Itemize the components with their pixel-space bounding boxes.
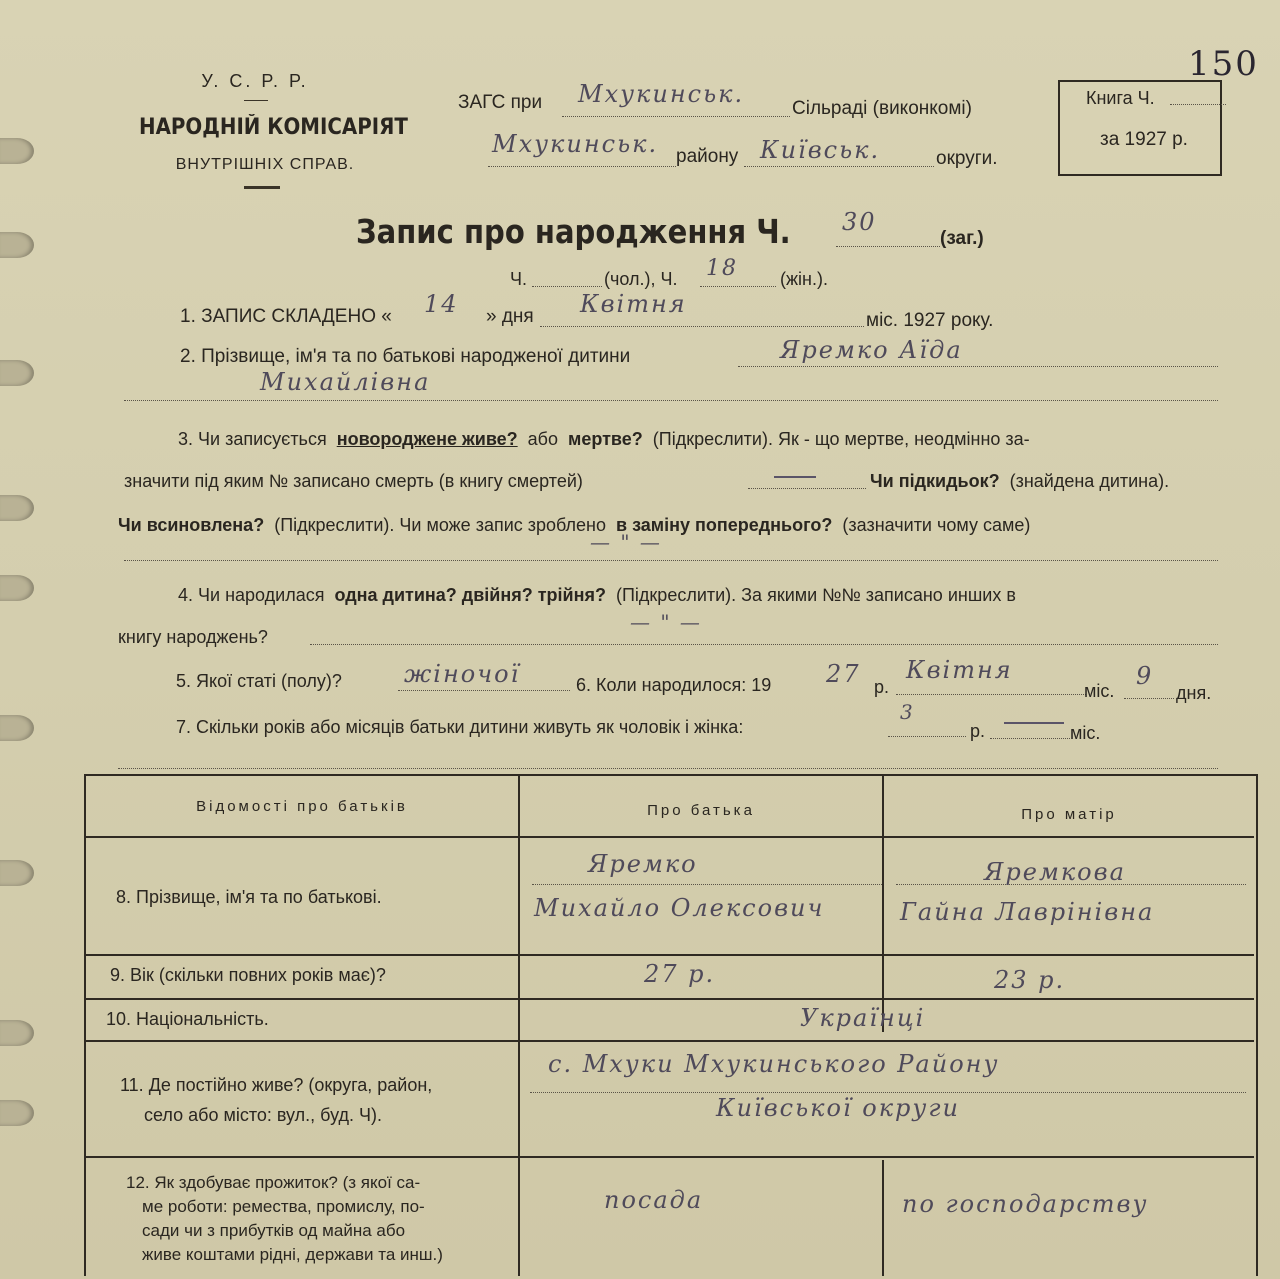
- item6-mis: міс.: [1084, 681, 1115, 701]
- item3-handwritten: — " —: [590, 530, 662, 554]
- fill-line: [1124, 698, 1174, 699]
- female-count-value: 18: [706, 256, 738, 281]
- residence-value-line1: с. Мхуки Мхукинського Району: [548, 1050, 1000, 1078]
- row12-label-line2: ме роботи: ремества, промислу, по-: [142, 1197, 425, 1216]
- binder-hole: [0, 138, 34, 164]
- child-patronymic-value: Михайлівна: [260, 368, 431, 396]
- father-name-value: Михайло Олексович: [534, 894, 825, 922]
- fill-line: [700, 286, 776, 287]
- binder-hole: [0, 575, 34, 601]
- fill-line: [540, 326, 864, 327]
- item3-line2b: [870, 470, 1169, 492]
- fill-line: [530, 1092, 1246, 1093]
- table-divider: [882, 1160, 884, 1276]
- residence-value-line2: Київської округи: [716, 1094, 960, 1122]
- item6-r: р.: [874, 677, 890, 697]
- text-bold: в заміну попереднього?: [616, 515, 833, 535]
- fill-line: [1170, 104, 1226, 105]
- table-divider: [86, 954, 1254, 956]
- table-divider: [518, 776, 520, 1276]
- record-number-value: 30: [842, 208, 877, 236]
- birth-day-value: 9: [1136, 662, 1154, 690]
- mother-age-value: 23 р.: [994, 966, 1066, 994]
- mother-name-value: Гайна Лаврінівна: [900, 898, 1155, 926]
- binder-hole: [0, 360, 34, 386]
- table-divider: [86, 1156, 1254, 1158]
- zags-prefix: ЗАГС при: [458, 92, 543, 113]
- fill-line: [836, 246, 940, 247]
- birth-year-value: 27: [826, 660, 861, 688]
- father-occupation-value: посада: [604, 1186, 704, 1214]
- selradi-label: Сільраді (виконкомі): [792, 98, 972, 119]
- item4-handwritten: — " —: [630, 610, 702, 634]
- table-divider: [86, 836, 1254, 838]
- mother-occupation-value: по господарству: [902, 1190, 1149, 1218]
- row12-label-line3: сади чи з прибутків од майна або: [142, 1221, 406, 1240]
- book-year: за 1927 р.: [1100, 129, 1188, 150]
- okruha-value: Київськ.: [760, 136, 881, 164]
- item3-line1: [178, 428, 1030, 450]
- text-bold: мертве?: [568, 429, 643, 449]
- text: або: [527, 429, 559, 449]
- row11-label-line2: село або місто: вул., буд. Ч).: [144, 1105, 382, 1125]
- okruha-label: округи.: [936, 148, 998, 169]
- item1-prefix: 1. ЗАПИС СКЛАДЕНО «: [180, 306, 392, 327]
- handwritten-dash: [774, 476, 816, 478]
- text-bold: одна дитина? двійня? трійня?: [334, 585, 606, 605]
- commissariat-label: НАРОДНІЙ КОМІСАРІЯТ: [139, 115, 408, 140]
- table-divider: [86, 998, 1254, 1000]
- fill-line: [488, 166, 676, 167]
- table-header-father: Про батька: [647, 802, 755, 819]
- item7-mis: міс.: [1070, 723, 1101, 743]
- binder-hole: [0, 495, 34, 521]
- raion-value: Мхукинськ.: [492, 130, 659, 158]
- item7-r: р.: [970, 721, 986, 741]
- text: 3. Чи записується: [178, 429, 327, 449]
- male-count-prefix: Ч.: [510, 269, 527, 289]
- row12-label-line4: живе коштами рідні, держави та инш.): [142, 1245, 443, 1264]
- birth-month-value: Квітня: [906, 656, 1013, 684]
- marriage-years-value: 3: [900, 700, 915, 724]
- fill-line: [532, 286, 602, 287]
- fill-line: [738, 366, 1218, 367]
- record-day-value: 14: [424, 290, 459, 318]
- divider: [244, 100, 268, 101]
- row12-label-line1: 12. Як здобуває прожиток? (з якої са-: [126, 1173, 421, 1192]
- row11-label-line1: 11. Де постійно живе? (округа, район,: [120, 1075, 433, 1095]
- fill-line: [310, 644, 1218, 645]
- text: значити під яким № записано смерть (в книгу смертей): [124, 471, 583, 491]
- text: (Підкреслити). Як - що мертве, неодмінно за-: [652, 429, 1030, 449]
- zhin-label: (жін.).: [780, 269, 828, 289]
- fill-line: [896, 694, 1086, 695]
- row9-label: 9. Вік (скільки повних років має)?: [110, 965, 386, 985]
- fill-line: [562, 116, 790, 117]
- female-count-label: (чол.), Ч.: [604, 269, 678, 289]
- item7-label: 7. Скільки років або місяців батьки дитини живуть як чоловік і жінка:: [176, 717, 744, 737]
- text: (Підкреслити). Чи може запис зроблено: [274, 515, 606, 535]
- fill-line: [748, 488, 866, 489]
- item4-line1: [178, 584, 1016, 606]
- fill-line: [124, 560, 1218, 561]
- table-header-mother: Про матір: [1021, 806, 1117, 823]
- zags-value: Мхукинськ.: [578, 80, 745, 108]
- republic-label: У. С. Р. Р.: [201, 71, 309, 91]
- item6-dnia: дня.: [1176, 683, 1212, 703]
- table-divider: [86, 1040, 1254, 1042]
- nationality-value: Українці: [800, 1004, 926, 1032]
- text-bold: новороджене живе?: [336, 429, 518, 449]
- binder-hole: [0, 232, 34, 258]
- row8-label: 8. Прізвище, ім'я та по батькові.: [116, 887, 382, 907]
- child-sex-value: жіночої: [404, 660, 521, 688]
- text-bold: Чи підкидьок?: [870, 471, 1000, 491]
- binder-hole: [0, 715, 34, 741]
- record-month-value: Квітня: [580, 290, 687, 318]
- binder-hole: [0, 1100, 34, 1126]
- binder-hole: [0, 1020, 34, 1046]
- binder-hole: [0, 860, 34, 886]
- fill-line: [532, 884, 882, 885]
- item3-line3: [118, 514, 1030, 536]
- divider: [244, 186, 280, 189]
- handwritten-dash: [1004, 722, 1064, 724]
- text: (Підкреслити). За якими №№ записано инших в: [616, 585, 1016, 605]
- text: (зазначити чому саме): [842, 515, 1031, 535]
- item1-suffix: міс. 1927 року.: [866, 310, 994, 331]
- fill-line: [744, 166, 934, 167]
- item6-label: 6. Коли народилося: 19: [576, 675, 772, 695]
- row10-label: 10. Національність.: [106, 1009, 269, 1029]
- item3-line2: [124, 470, 583, 492]
- father-age-value: 27 р.: [644, 960, 716, 988]
- fill-line: [888, 736, 966, 737]
- fill-line: [124, 400, 1218, 401]
- table-header-info: Відомості про батьків: [196, 798, 408, 815]
- book-label: Книга Ч.: [1086, 88, 1155, 108]
- raion-label: району: [676, 146, 739, 167]
- item2-label: 2. Прізвище, ім'я та по батькові народженої дитини: [180, 346, 631, 367]
- text-bold: Чи всиновлена?: [118, 515, 265, 535]
- fill-line: [398, 690, 570, 691]
- document-title: Запис про народження Ч.: [356, 212, 791, 251]
- father-surname-value: Яремко: [588, 850, 698, 878]
- fill-line: [990, 738, 1070, 739]
- zag-label: (заг.): [940, 228, 984, 249]
- department-label: ВНУТРІШНІХ СПРАВ.: [175, 156, 355, 173]
- item1-mid: » дня: [486, 306, 534, 327]
- mother-surname-value: Яремкова: [984, 858, 1126, 886]
- child-surname-value: Яремко Аїда: [780, 336, 963, 364]
- item5-label: 5. Якої статі (полу)?: [176, 671, 342, 691]
- page-number: 150: [1188, 44, 1259, 84]
- fill-line: [118, 768, 1218, 769]
- text: 4. Чи народилася: [178, 585, 325, 605]
- item4-line2: книгу народжень?: [118, 627, 268, 647]
- text: (знайдена дитина).: [1009, 471, 1170, 491]
